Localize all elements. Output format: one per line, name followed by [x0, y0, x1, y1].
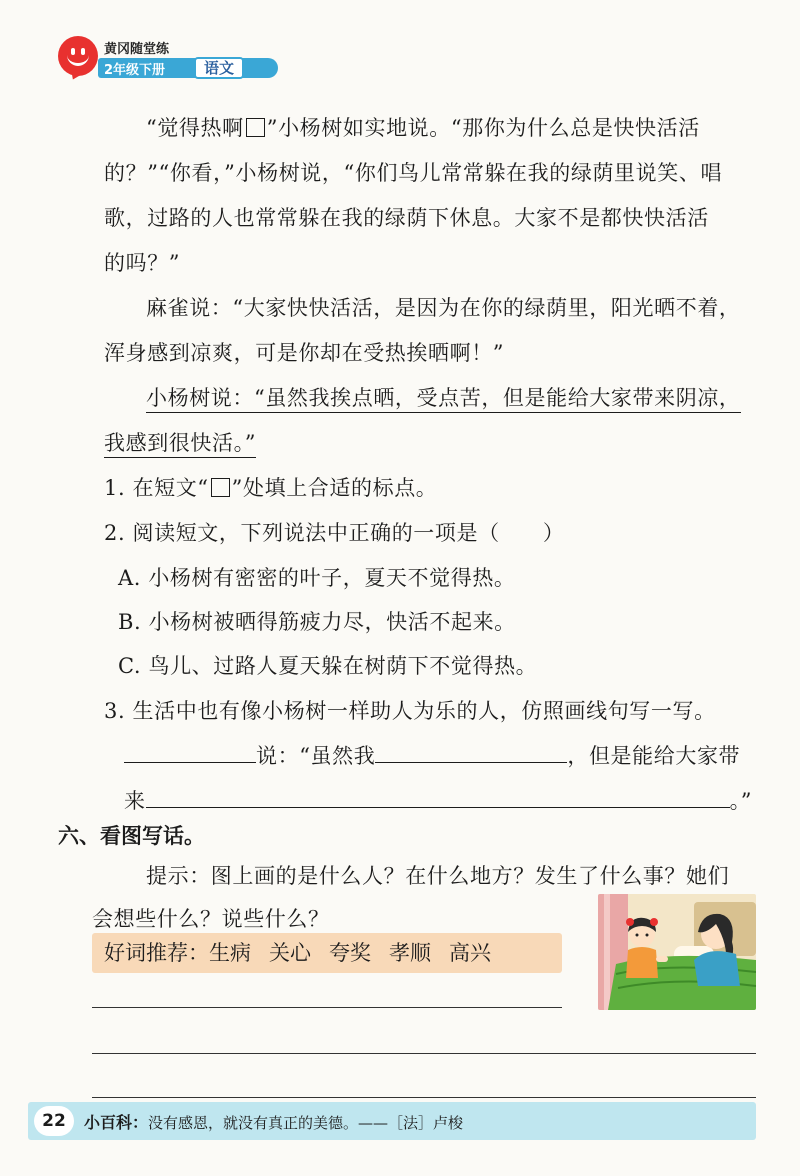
- vocab-word: 关心: [269, 941, 311, 965]
- writing-line[interactable]: [92, 1007, 562, 1008]
- question-1: 1. 在短文“ ”处填上合适的标点。: [104, 476, 438, 500]
- underlined-sentence: 我感到很快活。”: [104, 427, 256, 457]
- name-fill-line[interactable]: [124, 743, 256, 763]
- writing-hint: 会想些什么？说些什么？: [92, 907, 330, 931]
- footer-quote: 没有感恩，就没有真正的美德。——［法］卢梭: [148, 1114, 464, 1132]
- vocab-label: 好词推荐：: [104, 941, 209, 965]
- writing-line[interactable]: [92, 1053, 756, 1054]
- writing-line[interactable]: [92, 1097, 756, 1098]
- series-title: 黄冈随堂练: [104, 42, 170, 57]
- story-line: 麻雀说：“大家快快活活，是因为在你的绿荫里，阳光晒不着，: [146, 296, 741, 320]
- footer-tip: [84, 1110, 463, 1133]
- vocab-box: [92, 933, 562, 973]
- story-line: “觉得热啊 ”小杨树如实地说。“那你为什么总是快快活活: [146, 116, 700, 140]
- sentence-fill-line[interactable]: [375, 743, 567, 763]
- page-number: 22: [34, 1106, 74, 1136]
- question-3-line-1: 说：“虽然我 ，但是能给大家带: [124, 740, 740, 770]
- story-line: 的吗？”: [104, 251, 181, 275]
- vocab-word: 高兴: [449, 941, 491, 965]
- writing-hint: 提示：图上画的是什么人？在什么地方？发生了什么事？她们: [146, 864, 730, 888]
- story-line: 歌，过路的人也常常躲在我的绿荫下休息。大家不是都快快活活: [104, 206, 709, 230]
- footer-label: 小百科：: [84, 1113, 149, 1132]
- question-3: 3. 生活中也有像小杨树一样助人为乐的人，仿照画线句写一写。: [104, 699, 716, 723]
- option-a[interactable]: A. 小杨树有密密的叶子，夏天不觉得热。: [118, 566, 516, 590]
- option-b[interactable]: B. 小杨树被晒得筋疲力尽，快活不起来。: [118, 610, 516, 634]
- story-line: 浑身感到凉爽，可是你却在受热挨晒啊！”: [104, 341, 505, 365]
- smiley-logo-icon: [58, 36, 98, 76]
- sentence-fill-line[interactable]: [146, 788, 730, 808]
- vocab-word: 生病: [209, 941, 251, 965]
- question-2: 2. 阅读短文，下列说法中正确的一项是（ ）: [104, 521, 565, 545]
- underlined-sentence: 小杨树说：“虽然我挨点晒，受点苦，但是能给大家带来阴凉，: [146, 382, 741, 412]
- grade-label: 2年级下册: [104, 63, 166, 78]
- blank-box-icon: [211, 478, 230, 497]
- story-line: 的？”“你看，”小杨树说，“你们鸟儿常常躲在我的绿荫里说笑、唱: [104, 161, 723, 185]
- vocab-word: 夸奖: [329, 941, 371, 965]
- punctuation-blank-box[interactable]: [246, 118, 265, 137]
- section-title: 六、看图写话。: [58, 824, 205, 848]
- illustration-girl-caring-mother: [598, 894, 756, 1010]
- subject-label: 语文: [194, 57, 244, 79]
- grade-bar: [98, 58, 278, 78]
- vocab-word: 孝顺: [389, 941, 431, 965]
- question-3-line-2: 来 。”: [124, 789, 753, 813]
- option-c[interactable]: C. 鸟儿、过路人夏天躲在树荫下不觉得热。: [118, 654, 538, 678]
